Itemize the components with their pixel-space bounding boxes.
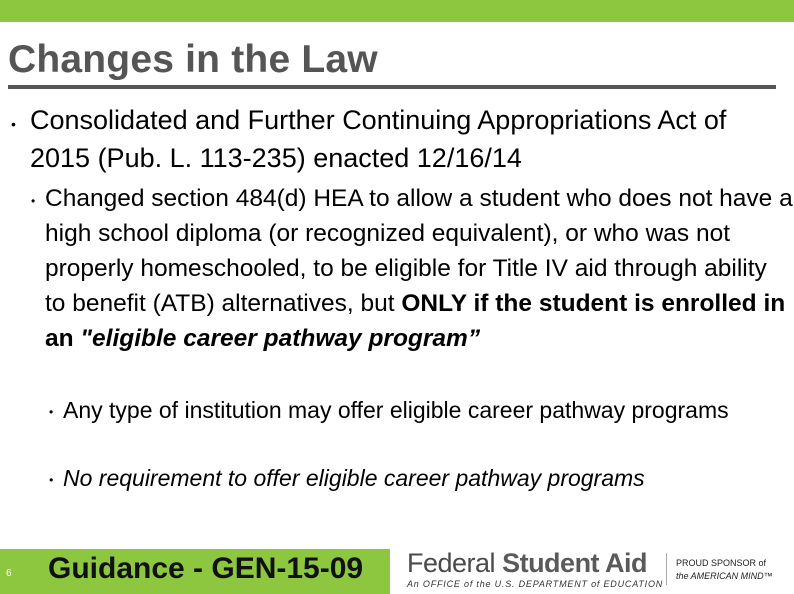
logo-divider <box>666 553 667 585</box>
logo-student-aid: Student Aid <box>502 548 648 578</box>
bullet-level3-b <box>49 463 763 494</box>
bullet-dot-icon: • <box>49 405 54 419</box>
logo-federal: Federal <box>407 548 496 578</box>
bullet-level1 <box>11 101 790 177</box>
bullet-level2 <box>31 181 793 356</box>
sponsor-text <box>676 557 773 583</box>
bullet-dot-icon: • <box>31 194 36 208</box>
bullet-level2-text: Changed section 484(d) HEA to allow a student who does not have a high school diploma (or recognized equivalent), or who was not properly homeschooled, to be eligible for Title IV aid through ability to benefit (ATB) alternatives, but <box>45 185 793 317</box>
bullet-dot-icon: • <box>49 473 54 487</box>
bullet-dot-icon: • <box>11 116 16 132</box>
title-underline <box>8 85 776 89</box>
bullet-level2-bold-italic: "eligible career pathway program” <box>80 325 481 352</box>
guidance-label: Guidance - GEN-15-09 <box>48 552 364 585</box>
federal-student-aid-logo <box>407 548 663 589</box>
bullet-level2-bold: ONLY if the student is enrolled in an <box>45 290 786 352</box>
bullet-level3-a-text: Any type of institution may offer eligible career pathway programs <box>63 397 729 423</box>
page-number: 6 <box>6 568 12 579</box>
top-accent-bar <box>0 0 794 22</box>
bullet-level3-b-text: No requirement to offer eligible career pathway programs <box>63 465 645 491</box>
bullet-level3-a <box>49 395 763 426</box>
sponsor-line1: PROUD SPONSOR of <box>676 558 767 568</box>
bullet-level1-text: Consolidated and Further Continuing Appropriations Act of 2015 (Pub. L. 113-235) enacted 12/16/14 <box>30 105 727 173</box>
logo-subtitle: An OFFICE of the U.S. DEPARTMENT of EDUCATION <box>407 579 664 589</box>
sponsor-line2: the AMERICAN MIND™ <box>676 571 773 581</box>
slide-title: Changes in the Law <box>8 38 378 81</box>
